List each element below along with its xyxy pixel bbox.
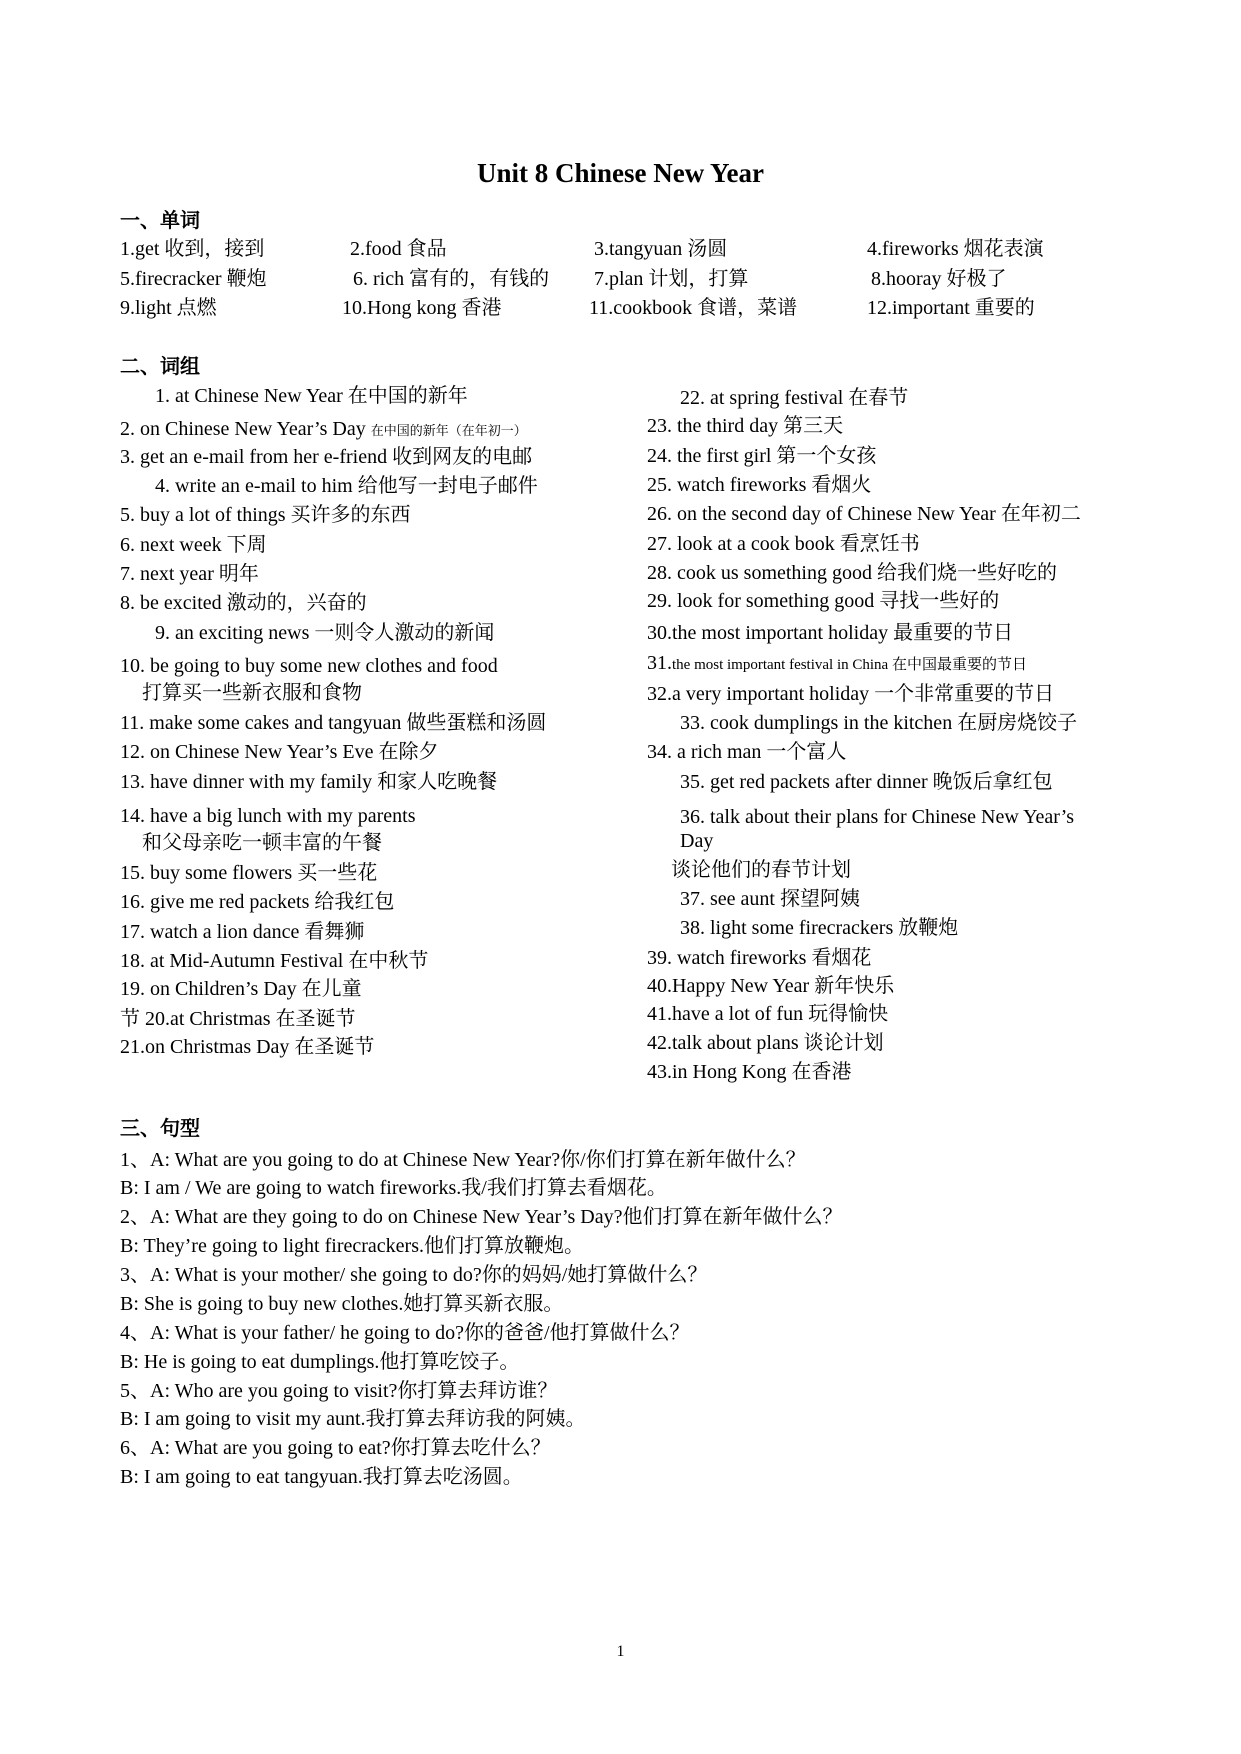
phrase-text: 10. be going to buy some new clothes and food	[120, 655, 498, 677]
phrase-text: 22. at spring festival 在春节	[680, 387, 909, 409]
section-heading-sentences: 三、句型	[120, 1118, 200, 1140]
phrase-text: 16. give me red packets 给我红包	[120, 891, 395, 913]
phrase-item	[647, 588, 999, 614]
phrase-text: 26. on the second day of Chinese New Year 在年初二	[647, 503, 1081, 525]
phrase-item	[155, 383, 468, 409]
sentence-line: 3、A: What is your mother/ she going to do?你的妈妈/她打算做什么？	[120, 1264, 708, 1286]
section-heading-words: 一、单词	[120, 210, 200, 232]
sentence-line: 5、A: Who are you going to visit?你打算去拜访谁？	[120, 1380, 558, 1402]
phrase-text: 7. next year 明年	[120, 563, 259, 585]
phrase-text: 5. buy a lot of things 买许多的东西	[120, 504, 411, 526]
phrase-item	[120, 739, 439, 765]
phrase-text: 24. the first girl 第一个女孩	[647, 445, 877, 467]
vocab-item: 6. rich 富有的，有钱的	[353, 268, 550, 290]
page-title: Unit 8 Chinese New Year	[477, 158, 764, 188]
phrase-text: 43.in Hong Kong 在香港	[647, 1061, 852, 1083]
phrase-item	[120, 803, 416, 829]
phrase-item	[680, 769, 1053, 795]
sentence-line: 1、A: What are you going to do at Chinese New Year?你/你们打算在新年做什么？	[120, 1149, 806, 1171]
vocab-item: 8.hooray 好极了	[871, 268, 1007, 290]
phrase-text: 21.on Christmas Day 在圣诞节	[120, 1036, 375, 1058]
phrase-item	[647, 531, 920, 557]
phrase-item	[647, 560, 1057, 586]
phrase-item	[120, 1034, 374, 1060]
phrase-item	[120, 919, 364, 945]
phrase-text: 2. on Chinese New Year’s Day	[120, 418, 371, 440]
phrase-text: 19. on Children’s Day 在儿童	[120, 978, 362, 1000]
phrase-item	[671, 857, 851, 883]
phrase-text: 41.have a lot of fun 玩得愉快	[647, 1003, 889, 1025]
sentence-line: B: She is going to buy new clothes.她打算买新衣服。	[120, 1293, 564, 1315]
phrase-item	[120, 948, 428, 974]
phrase-item	[120, 976, 362, 1002]
vocab-item: 1.get 收到，接到	[120, 238, 265, 260]
phrase-item	[120, 889, 394, 915]
phrase-text: 12. on Chinese New Year’s Eve 在除夕	[120, 741, 439, 763]
vocab-item: 10.Hong kong 香港	[342, 297, 502, 319]
phrase-item	[647, 1030, 884, 1056]
phrase-text: 14. have a big lunch with my parents	[120, 805, 416, 827]
phrase-text: 谈论他们的春节计划	[671, 859, 851, 881]
phrase-text: 33. cook dumplings in the kitchen 在厨房烧饺子	[680, 712, 1078, 734]
phrase-text: 40.Happy New Year 新年快乐	[647, 975, 895, 997]
phrase-item	[120, 710, 546, 736]
vocab-item: 2.food 食品	[350, 238, 447, 260]
phrase-item	[155, 473, 538, 499]
phrase-text: 打算买一些新衣服和食物	[142, 682, 362, 704]
phrase-text: 42.talk about plans 谈论计划	[647, 1032, 884, 1054]
phrase-text: 37. see aunt 探望阿姨	[680, 888, 860, 910]
phrase-text: 35. get red packets after dinner 晚饭后拿红包	[680, 771, 1053, 793]
phrase-item	[120, 1006, 356, 1032]
page-number: 1	[616, 1643, 625, 1660]
phrase-text: 3. get an e-mail from her e-friend 收到网友的电邮	[120, 446, 533, 468]
sentence-line: 4、A: What is your father/ he going to do?你的爸爸/他打算做什么？	[120, 1322, 690, 1344]
phrase-text: 11. make some cakes and tangyuan 做些蛋糕和汤圆	[120, 712, 547, 734]
sentence-line: B: They’re going to light firecrackers.他们打算放鞭炮。	[120, 1235, 584, 1257]
phrase-item	[120, 444, 532, 470]
phrase-text: 节 20.at Christmas 在圣诞节	[120, 1008, 356, 1030]
phrase-text: 15. buy some flowers 买一些花	[120, 862, 378, 884]
sentence-line: B: I am going to visit my aunt.我打算去拜访我的阿姨。	[120, 1408, 586, 1430]
phrase-item	[680, 886, 860, 912]
phrase-small-text: the most important festival in China 在中国最重要的节日	[672, 657, 1027, 673]
phrase-text: 6. next week 下周	[120, 534, 267, 556]
phrase-text: 31.	[647, 652, 672, 674]
phrase-item	[647, 973, 894, 999]
phrase-item	[647, 1059, 851, 1085]
phrase-item	[680, 385, 908, 411]
phrase-item	[142, 830, 382, 856]
phrase-text: 18. at Mid-Autumn Festival 在中秋节	[120, 950, 429, 972]
phrase-item	[120, 502, 411, 528]
vocab-item: 9.light 点燃	[120, 297, 217, 319]
vocab-item: 3.tangyuan 汤圆	[594, 238, 728, 260]
phrase-item	[680, 828, 713, 854]
sentence-line: 6、A: What are you going to eat?你打算去吃什么？	[120, 1437, 551, 1459]
sentence-line: 2、A: What are they going to do on Chinese New Year’s Day?他们打算在新年做什么？	[120, 1206, 843, 1228]
sentence-line: B: He is going to eat dumplings.他打算吃饺子。	[120, 1351, 520, 1373]
phrase-text: 4. write an e-mail to him 给他写一封电子邮件	[155, 475, 538, 497]
vocab-item: 11.cookbook 食谱，菜谱	[589, 297, 798, 319]
phrase-item	[142, 680, 362, 706]
phrase-item	[120, 590, 367, 616]
phrase-item	[647, 739, 846, 765]
phrase-small-text: 在中国的新年（在年初一）	[370, 423, 527, 438]
phrase-item	[120, 561, 259, 587]
phrase-item	[680, 915, 958, 941]
phrase-text: 27. look at a cook book 看烹饪书	[647, 533, 920, 555]
phrase-item	[155, 620, 494, 646]
phrase-item	[647, 681, 1054, 707]
phrase-text: 36. talk about their plans for Chinese New Year’s	[680, 806, 1075, 828]
phrase-item	[680, 804, 1074, 830]
phrase-item	[647, 1001, 888, 1027]
phrase-item	[647, 413, 843, 439]
phrase-item	[647, 443, 876, 469]
phrase-text: Day	[680, 830, 714, 852]
phrase-item	[120, 416, 527, 444]
phrase-item	[680, 710, 1077, 736]
vocab-item: 12.important 重要的	[867, 297, 1035, 319]
phrase-text: 28. cook us something good 给我们烧一些好吃的	[647, 562, 1057, 584]
phrase-text: 13. have dinner with my family 和家人吃晚餐	[120, 771, 498, 793]
phrase-text: 9. an exciting news 一则令人激动的新闻	[155, 622, 495, 644]
phrase-text: 1. at Chinese New Year 在中国的新年	[155, 385, 468, 407]
phrase-item	[120, 769, 497, 795]
phrase-item	[120, 860, 377, 886]
phrase-text: 38. light some firecrackers 放鞭炮	[680, 917, 959, 939]
phrase-item	[647, 472, 871, 498]
phrase-item	[647, 650, 1027, 678]
phrase-text: 39. watch fireworks 看烟花	[647, 947, 872, 969]
phrase-text: 25. watch fireworks 看烟火	[647, 474, 872, 496]
phrase-item	[120, 653, 498, 679]
vocab-item: 4.fireworks 烟花表演	[867, 238, 1044, 260]
phrase-item	[647, 945, 871, 971]
vocab-item: 5.firecracker 鞭炮	[120, 268, 267, 290]
phrase-text: 17. watch a lion dance 看舞狮	[120, 921, 365, 943]
phrase-text: 29. look for something good 寻找一些好的	[647, 590, 1000, 612]
phrase-text: 8. be excited 激动的，兴奋的	[120, 592, 367, 614]
phrase-text: 32.a very important holiday 一个非常重要的节日	[647, 683, 1055, 705]
phrase-text: 23. the third day 第三天	[647, 415, 844, 437]
phrase-item	[647, 501, 1081, 527]
sentence-line: B: I am going to eat tangyuan.我打算去吃汤圆。	[120, 1466, 523, 1488]
phrase-item	[120, 532, 267, 558]
sentence-line: B: I am / We are going to watch fireworks.我/我们打算去看烟花。	[120, 1177, 667, 1199]
phrase-text: 34. a rich man 一个富人	[647, 741, 847, 763]
phrase-item	[647, 620, 1013, 646]
phrase-text: 和父母亲吃一顿丰富的午餐	[142, 832, 382, 854]
section-heading-phrases: 二、词组	[120, 356, 200, 378]
vocab-item: 7.plan 计划，打算	[594, 268, 749, 290]
phrase-text: 30.the most important holiday 最重要的节日	[647, 622, 1014, 644]
